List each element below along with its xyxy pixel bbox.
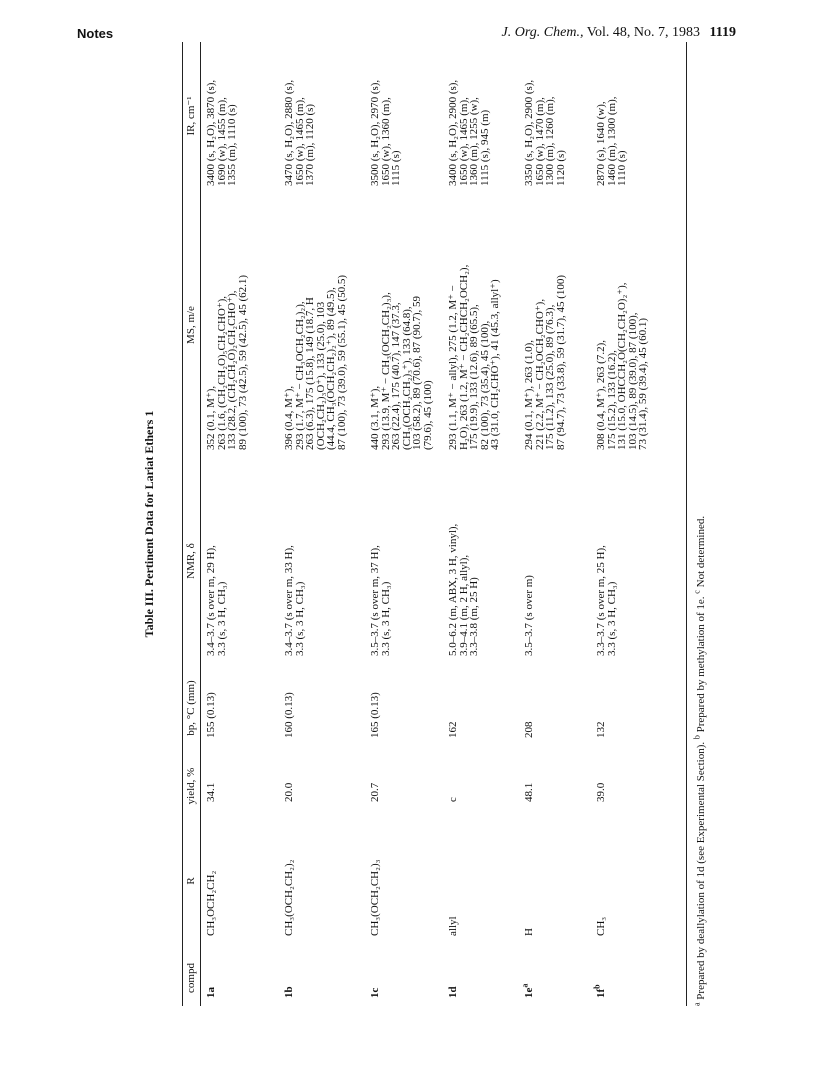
section-label: Notes [77,26,114,41]
data-table [128,42,728,1006]
cell-ms-line: 440 (3.1, M⁺), [369,385,381,450]
cell-compd-text: 1e [523,987,535,998]
cell-ms-line: 133 (28.2, (CH₂CH₂O)₂CH₂CHO⁺), [226,290,238,450]
cell-ms [284,275,347,450]
col-head-compd: compd [185,963,197,993]
footnote-c-mark: c [692,590,702,594]
col-head-ms: MS, m/e [185,306,197,344]
cell-ms-line: 131 (15.0, OHCCH₂O(CH₂CH₂O)₂⁺), [616,282,628,450]
cell-bp-text: 162 [447,721,459,738]
cell-nmr [284,545,305,656]
cell-ms-line: 43 (31.0, CH₂CHO⁺), 41 (45.3, allyl⁺) [489,279,501,450]
cell-ms-line: (79.6), 45 (100) [421,380,434,450]
cell-ir-line: 1690 (w), 1455 (m), [215,97,228,186]
cell-compd-text: 1d [447,986,459,998]
cell-ir-line: 1110 (s) [616,150,628,186]
cell-nmr-line: 5.0–6.2 (m, ABX, 3 H, vinyl), [447,523,459,656]
cell-ir [284,80,316,186]
cell-ms-line: 293 (1.1, M⁺ − allyl), 275 (1.2, M⁺ − [447,285,459,450]
page-header [0,0,820,40]
col-head-r: R [185,877,197,885]
cell-nmr-line: 3.9–4.1 (m, 2 H, allyl), [457,554,470,656]
page-number: 1119 [709,25,736,40]
cell-nmr-line: 3.3 (s, 3 H, CH₃) [379,581,392,656]
cell-bp [596,722,607,739]
cell-ir-line: 1650 (w), 1465 (m), [293,97,306,186]
cell-nmr [206,545,227,656]
journal-citation [502,25,736,41]
cell-bp-text: 155 (0.13) [205,692,217,738]
cell-ms-line: 263 (1.6, (CH₂CH₂O)₅CH₂CHO⁺), [215,295,228,450]
cell-r-text: H [523,928,535,936]
cell-ms-line: 293 (1.7, M⁺ − CH₃OCH₂CH₂)₂), [293,301,306,450]
cell-yield-text: 34.1 [205,782,217,802]
cell-ir [524,80,566,186]
cell-compd [206,987,217,998]
cell-compd [370,988,381,998]
cell-ir [596,96,628,186]
cell-ir-line: 2870 (s), 1640 (w), [595,101,607,186]
cell-bp [284,692,295,738]
cell-nmr-line: 3.3 (s, 3 H, CH₃) [605,581,618,656]
cell-r [524,928,535,936]
cell-ms-line: 263 (6.3), 175 (15.8), 149 (18.7, H [304,297,316,450]
footnote-b-mark: b [692,735,702,740]
cell-nmr-line: 3.3–3.8 (m, 25 H) [468,577,480,656]
table-header-rule [200,42,201,1006]
footnote-c: Not determined. [695,515,707,591]
cell-yield [448,797,459,802]
cell-yield [596,783,607,802]
cell-ms-line: 89 (100), 73 (42.5), 59 (42.5), 45 (62.1) [236,274,249,450]
cell-r-text: CH₃ [595,916,607,936]
cell-ms [524,275,566,450]
cell-bp-text: 165 (0.13) [369,692,381,738]
cell-ms [206,275,248,450]
cell-compd-text: 1b [283,986,295,998]
cell-ir-line: 1650 (w), 1470 (m), [533,97,546,186]
cell-nmr-line: 3.3–3.7 (s over m, 25 H), [595,545,607,656]
col-head-nmr: NMR, δ [185,543,197,579]
cell-compd [448,986,459,998]
cell-nmr-line: 3.3 (s, 3 H, CH₃) [215,581,228,656]
cell-ms-line: 82 (100), 73 (35.4), 45 (100), [478,320,491,450]
cell-r-text: CH₃(OCH₂CH₂)₃ [369,859,381,936]
cell-ms-line: 221 (2.2, M⁺ − CH₂OCH₂CHO⁺), [533,298,546,450]
cell-ir-line: 1650 (w), 1360 (m), [379,97,392,186]
cell-ir-line: 1360 (m), 1255 (w), [468,97,480,186]
cell-yield [370,783,381,802]
volume-issue: Vol. 48, No. 7, 1983 [586,25,701,40]
cell-ir-line: 1115 (s), 945 (m) [478,109,491,186]
cell-ms [596,282,649,450]
cell-ms-line: 103 (58.2), 89 (70.6), 87 (90.7), 59 [411,296,423,450]
cell-r [370,860,381,936]
cell-nmr [596,545,617,656]
journal-name: J. Org. Chem., [501,25,584,40]
cell-compd-text: 1f [595,988,607,998]
cell-yield [524,783,535,802]
cell-nmr [448,524,480,656]
cell-ms-line: H₂O), 263 (1.2, M⁺ − CH₂CHCH₂OCH₂), [457,264,470,450]
cell-ms-line: (CH₃(OCH₂CH₂)₃⁺), 133 (64.8), [400,306,413,450]
table-footnotes [692,42,707,1006]
cell-r [596,917,607,936]
cell-ms [370,292,433,450]
cell-nmr-line: 3.5–3.7 (s over m, 37 H), [369,545,381,656]
col-head-bp: bp, °C (mm) [185,680,197,736]
cell-bp [448,722,459,739]
cell-ms-line: 87 (94.7), 73 (33.8), 59 (31.7), 45 (100) [554,274,567,450]
cell-ir-line: 3350 (s, H₂O), 2900 (s), [523,79,535,186]
cell-ir-line: 1120 (s) [554,150,567,186]
cell-ir-line: 1115 (s) [390,150,402,186]
cell-yield-text: 39.0 [595,782,607,802]
cell-ms-line: 175 (19.9), 133 (12.6), 89 (65.5), [468,304,480,450]
cell-r [448,916,459,936]
cell-ms-line: 294 (0.1, M⁺), 263 (1.0), [523,340,535,450]
cell-bp [370,692,381,738]
cell-yield [206,783,217,802]
cell-ms-line: 87 (100), 73 (39.0), 59 (55.1), 45 (50.5) [335,274,348,450]
cell-ms-line: 103 (14.5), 89 (39.0), 87 (100), [626,312,639,450]
cell-r [206,871,217,936]
cell-bp [206,692,217,738]
cell-ir-line: 3470 (s, H₂O), 2880 (s), [283,79,295,186]
cell-yield-text: 48.1 [523,782,535,802]
cell-ms-line: 352 (0.1, M⁺), [205,385,217,450]
cell-ms-line: 73 (31.4), 59 (39.4), 45 (60.1) [637,318,649,450]
table-top-rule [182,42,183,1006]
cell-compd [520,983,535,998]
cell-yield-text: 20.7 [369,782,381,802]
col-head-yield: yield, % [185,767,197,805]
footnote-a: Prepared by deallylation of 1d (see Experimental Section). [695,741,707,1003]
compd-footnote-mark: a [520,983,530,988]
cell-compd [284,986,295,998]
cell-ms-line: 293 (13.9, M⁺ − CH₃(OCH₂CH₂)₃), [379,292,392,450]
cell-nmr [524,575,535,656]
cell-compd [592,984,607,998]
cell-bp-text: 208 [523,721,535,738]
cell-nmr-line: 3.5–3.7 (s over m) [523,575,535,656]
cell-bp-text: 132 [595,721,607,738]
cell-ms-line: 175 (15.2), 133 (16.2), [605,350,618,450]
cell-ir [370,80,402,186]
cell-ir-line: 1355 (m), 1110 (s) [226,104,238,186]
cell-nmr-line: 3.4–3.7 (s over m, 33 H), [283,545,295,656]
cell-ir-line: 3400 (s, H₂O), 3870 (s), [205,79,217,186]
cell-ms-line: 175 (11.2), 133 (25.0), 89 (76.3), [544,304,556,450]
cell-yield [284,783,295,802]
cell-bp [524,722,535,739]
cell-r [284,860,295,936]
cell-ms-line: 396 (0.4, M⁺), [283,385,295,450]
cell-yield-text: c [447,797,459,802]
table-caption: Table III. Pertinent Data for Lariat Ethers 1 [142,410,156,638]
cell-ms-line: 308 (0.4, M⁺), 263 (7.2), [595,340,607,450]
cell-ms [448,265,501,450]
cell-ir [448,80,490,186]
cell-ms-line: (44.4, CH₃(OCH₂CH₂)₂⁺), 89 (49.5), [325,287,337,450]
cell-ir-line: 1650 (w), 1465 (m), [457,97,470,186]
cell-r-text: CH₃(OCH₂CH₂)₂ [283,859,295,936]
cell-ir-line: 3400 (s, H₂O), 2900 (s), [447,79,459,186]
cell-bp-text: 160 (0.13) [283,692,295,738]
cell-r-text: CH₃OCH₂CH₂ [205,870,217,936]
cell-ir-line: 1370 (m), 1120 (s) [304,103,316,186]
cell-nmr-line: 3.4–3.7 (s over m, 29 H), [205,545,217,656]
cell-compd-text: 1c [369,987,381,998]
cell-ir-line: 1300 (m), 1260 (m), [544,96,556,186]
cell-ms-line: (OCH₂CH₂)₃O⁺), 133 (25.0), 103 [314,301,327,450]
cell-yield-text: 20.0 [283,782,295,802]
col-head-ir: IR, cm⁻¹ [185,96,197,136]
footnote-b: Prepared by methylation of 1e. [695,596,707,736]
compd-footnote-mark: b [592,984,602,989]
cell-ir-line: 3500 (s, H₂O), 2970 (s), [369,79,381,186]
table-bottom-rule [686,42,687,1006]
footnote-a-mark: a [692,1002,702,1006]
cell-nmr [370,545,391,656]
cell-compd-text: 1a [205,987,217,998]
cell-r-text: allyl [447,916,459,936]
cell-ms-line: 263 (22.4), 175 (40.7), 147 (37.3, [390,302,402,450]
cell-ir-line: 1460 (m), 1300 (m), [605,96,618,186]
cell-nmr-line: 3.3 (s, 3 H, CH₃) [293,581,306,656]
cell-ir [206,80,238,186]
